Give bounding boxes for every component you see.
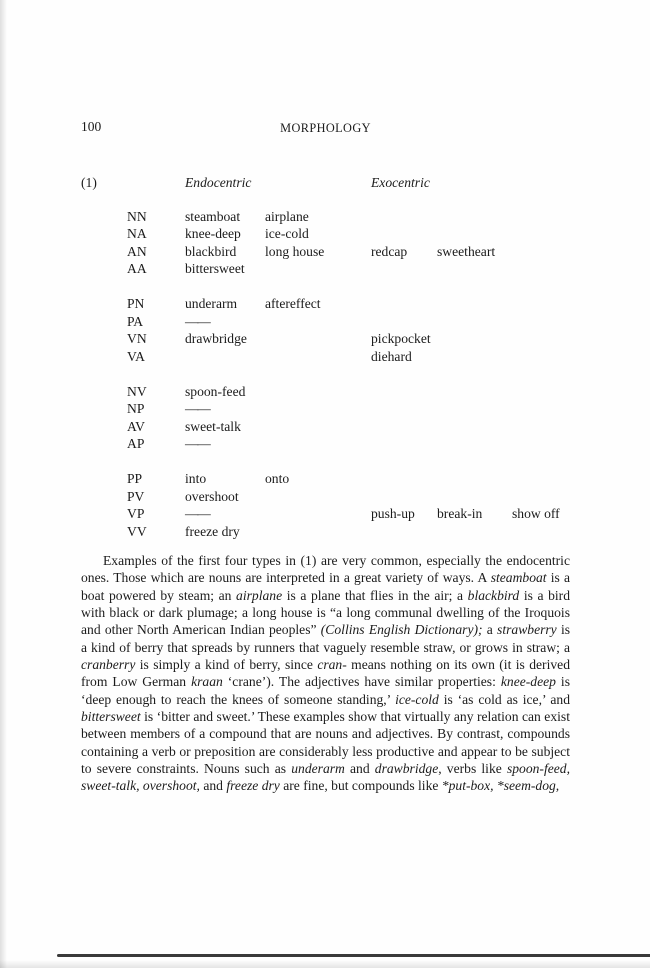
body-text-run: is a kind of berry that spreads by runners that vaguely resemble straw, or grows in straw; a	[81, 622, 571, 655]
body-text-run: is ‘as cold as ice,’ and	[438, 691, 570, 707]
body-text-run: is simply a kind of berry, since	[135, 657, 318, 673]
empty-cell	[437, 225, 512, 243]
no-example-rule: ——	[185, 313, 210, 329]
scan-bottom-edge-line	[57, 954, 650, 957]
body-text-run: a	[482, 622, 498, 638]
empty-cell	[512, 208, 570, 226]
compound-type-code: PA	[127, 313, 144, 329]
empty-cell	[512, 418, 570, 436]
compound-example: overshoot	[185, 488, 239, 504]
empty-cell	[512, 383, 570, 401]
body-text-run: are fine, but compounds like	[279, 778, 442, 794]
compound-type-code: NV	[127, 383, 147, 399]
empty-cell	[512, 225, 570, 243]
table-header-row	[81, 174, 570, 192]
compound-type-code: AV	[127, 418, 145, 434]
table-row	[81, 523, 570, 541]
cited-term: drawbridge	[374, 761, 439, 777]
cited-term: cran-	[317, 657, 347, 673]
empty-cell	[371, 208, 437, 226]
empty-cell	[265, 505, 371, 523]
table-group	[81, 470, 570, 540]
empty-cell	[437, 260, 512, 278]
table-row	[81, 435, 570, 453]
empty-cell	[185, 348, 265, 366]
table-row	[81, 208, 570, 226]
body-text-run: and	[199, 778, 227, 794]
compound-type-code: VA	[127, 348, 145, 364]
compound-example: bittersweet	[185, 261, 245, 276]
cited-term: blackbird	[467, 587, 520, 603]
table-row	[81, 418, 570, 436]
exocentric-column-header: Exocentric	[371, 175, 430, 190]
empty-cell	[265, 435, 371, 453]
compound-example: redcap	[371, 243, 408, 259]
body-text-run: is ‘bitter and sweet.’ These examples show that virtually any relation can exist between members of a compound that are nouns and adjectives. By contrast, compounds containing a verb or preposition are considerably less productive and appear to be subject to severe constraints. Nouns such as	[81, 709, 570, 777]
cited-term: spoon-feed, sweet-talk, overshoot,	[81, 761, 570, 794]
empty-cell	[371, 435, 437, 453]
table-row	[81, 295, 570, 313]
empty-cell	[371, 418, 437, 436]
body-text-run: is a boat powered by steam; an	[81, 570, 571, 603]
body-text-run: is ‘deep enough to reach the knees of someone standing,’	[81, 674, 571, 707]
cited-term: freeze dry	[226, 778, 280, 794]
example-number: (1)	[81, 175, 97, 190]
empty-cell	[371, 313, 437, 331]
compound-example: underarm	[185, 296, 238, 311]
empty-cell	[512, 243, 570, 261]
cited-term: steamboat	[490, 570, 547, 586]
compound-example: freeze dry	[185, 523, 240, 539]
body-text-run: Examples of the first four types in (1) are very common, especially the endocentric ones. Those which are nouns are interpreted in a great variety of ways. A	[81, 553, 570, 586]
empty-cell	[265, 348, 371, 366]
empty-cell	[437, 400, 512, 418]
empty-cell	[371, 295, 437, 313]
body-paragraph	[81, 552, 570, 795]
compound-example: knee-deep	[185, 226, 241, 241]
running-header	[81, 119, 570, 136]
empty-cell	[512, 313, 570, 331]
compound-example: spoon-feed	[185, 383, 246, 399]
empty-cell	[265, 523, 371, 541]
empty-cell	[265, 383, 371, 401]
no-example-rule: ——	[185, 401, 210, 416]
cited-term: bittersweet	[81, 709, 141, 725]
compound-example: diehard	[371, 348, 412, 364]
compound-example: sweet-talk	[185, 418, 241, 434]
compound-example: airplane	[265, 208, 309, 224]
body-text-run: means nothing on its own (it is derived from Low German	[81, 657, 570, 690]
empty-cell	[371, 470, 437, 488]
table-row	[81, 348, 570, 366]
table-row	[81, 488, 570, 506]
table-row	[81, 243, 570, 261]
compound-type-table	[81, 174, 570, 540]
empty-cell	[265, 313, 371, 331]
table-group	[81, 383, 570, 453]
compound-example: drawbridge	[185, 331, 247, 346]
compound-example: push-up	[371, 506, 415, 521]
empty-cell	[437, 208, 512, 226]
type-column-spacer	[127, 174, 185, 192]
empty-cell	[371, 225, 437, 243]
compound-type-code: VV	[127, 523, 147, 539]
compound-type-code: PV	[127, 488, 145, 504]
cited-term: cranberry	[81, 657, 136, 673]
empty-cell	[371, 260, 437, 278]
cited-term: ice-cold	[395, 691, 439, 707]
table-group	[81, 295, 570, 365]
compound-example: steamboat	[185, 208, 241, 224]
empty-cell	[512, 348, 570, 366]
table-row	[81, 470, 570, 488]
empty-cell	[265, 330, 371, 348]
table-row	[81, 225, 570, 243]
empty-cell	[512, 295, 570, 313]
compound-type-code: AN	[127, 243, 147, 259]
empty-cell	[512, 470, 570, 488]
compound-example: show off	[512, 506, 560, 521]
table-group	[81, 208, 570, 278]
compound-example: long house	[265, 243, 325, 259]
compound-type-code: AP	[127, 436, 145, 451]
empty-cell	[512, 523, 570, 541]
compound-example: onto	[265, 471, 290, 486]
cited-term: kraan	[191, 674, 223, 690]
compound-type-code: NA	[127, 226, 147, 241]
empty-cell	[437, 523, 512, 541]
body-text-run: is a bird with black or dark plumage; a long house is “a long communal dwelling of the Iroquois and other North American Indian peoples”	[81, 587, 570, 638]
empty-cell	[512, 435, 570, 453]
empty-cell	[437, 435, 512, 453]
empty-cell	[437, 488, 512, 506]
compound-type-code: PN	[127, 296, 145, 311]
compound-type-code: AA	[127, 261, 147, 276]
no-example-rule: ——	[185, 436, 210, 451]
empty-cell	[265, 488, 371, 506]
body-text-run: ‘crane’). The adjectives have similar properties:	[222, 674, 501, 690]
empty-cell	[512, 330, 570, 348]
body-text-run: , verbs like	[438, 761, 507, 777]
cited-term: knee-deep	[500, 674, 556, 690]
empty-cell	[437, 383, 512, 401]
compound-type-code: NN	[127, 208, 147, 224]
empty-cell	[437, 295, 512, 313]
empty-cell	[437, 330, 512, 348]
empty-cell	[265, 418, 371, 436]
empty-cell	[371, 488, 437, 506]
empty-cell	[265, 400, 371, 418]
no-example-rule: ——	[185, 506, 210, 521]
compound-example: sweetheart	[437, 243, 496, 259]
compound-type-code: VP	[127, 506, 145, 521]
table-row	[81, 330, 570, 348]
compound-example: ice-cold	[265, 226, 309, 241]
empty-cell	[371, 383, 437, 401]
cited-term: (Collins English Dictionary);	[320, 622, 483, 638]
body-text-run: and	[344, 761, 375, 777]
compound-type-code: NP	[127, 401, 145, 416]
table-row	[81, 505, 570, 523]
compound-example: aftereffect	[265, 296, 321, 311]
compound-example: into	[185, 471, 207, 486]
compound-example: blackbird	[185, 243, 237, 259]
empty-cell	[437, 470, 512, 488]
cited-term: underarm	[291, 761, 345, 777]
scan-bottom-shade	[0, 960, 650, 968]
compound-table-body	[81, 208, 570, 541]
compound-example: pickpocket	[371, 331, 431, 346]
empty-cell	[437, 418, 512, 436]
empty-cell	[512, 400, 570, 418]
table-row	[81, 260, 570, 278]
cited-term: strawberry	[497, 622, 557, 638]
empty-cell	[437, 313, 512, 331]
compound-type-code: PP	[127, 471, 143, 486]
body-text-run: is a plane that flies in the air; a	[282, 587, 468, 603]
empty-cell	[437, 348, 512, 366]
empty-cell	[512, 260, 570, 278]
compound-example: break-in	[437, 506, 483, 521]
table-row	[81, 313, 570, 331]
empty-cell	[512, 488, 570, 506]
empty-cell	[371, 523, 437, 541]
empty-cell	[265, 260, 371, 278]
table-row	[81, 383, 570, 401]
endocentric-column-header: Endocentric	[185, 175, 252, 190]
page-number: 100	[81, 119, 102, 134]
cited-term: airplane	[236, 587, 283, 603]
table-row	[81, 400, 570, 418]
compound-type-code: VN	[127, 331, 147, 346]
running-head-title: MORPHOLOGY	[280, 120, 371, 135]
empty-cell	[371, 400, 437, 418]
cited-term: *put-box, *seem-dog,	[441, 778, 560, 794]
